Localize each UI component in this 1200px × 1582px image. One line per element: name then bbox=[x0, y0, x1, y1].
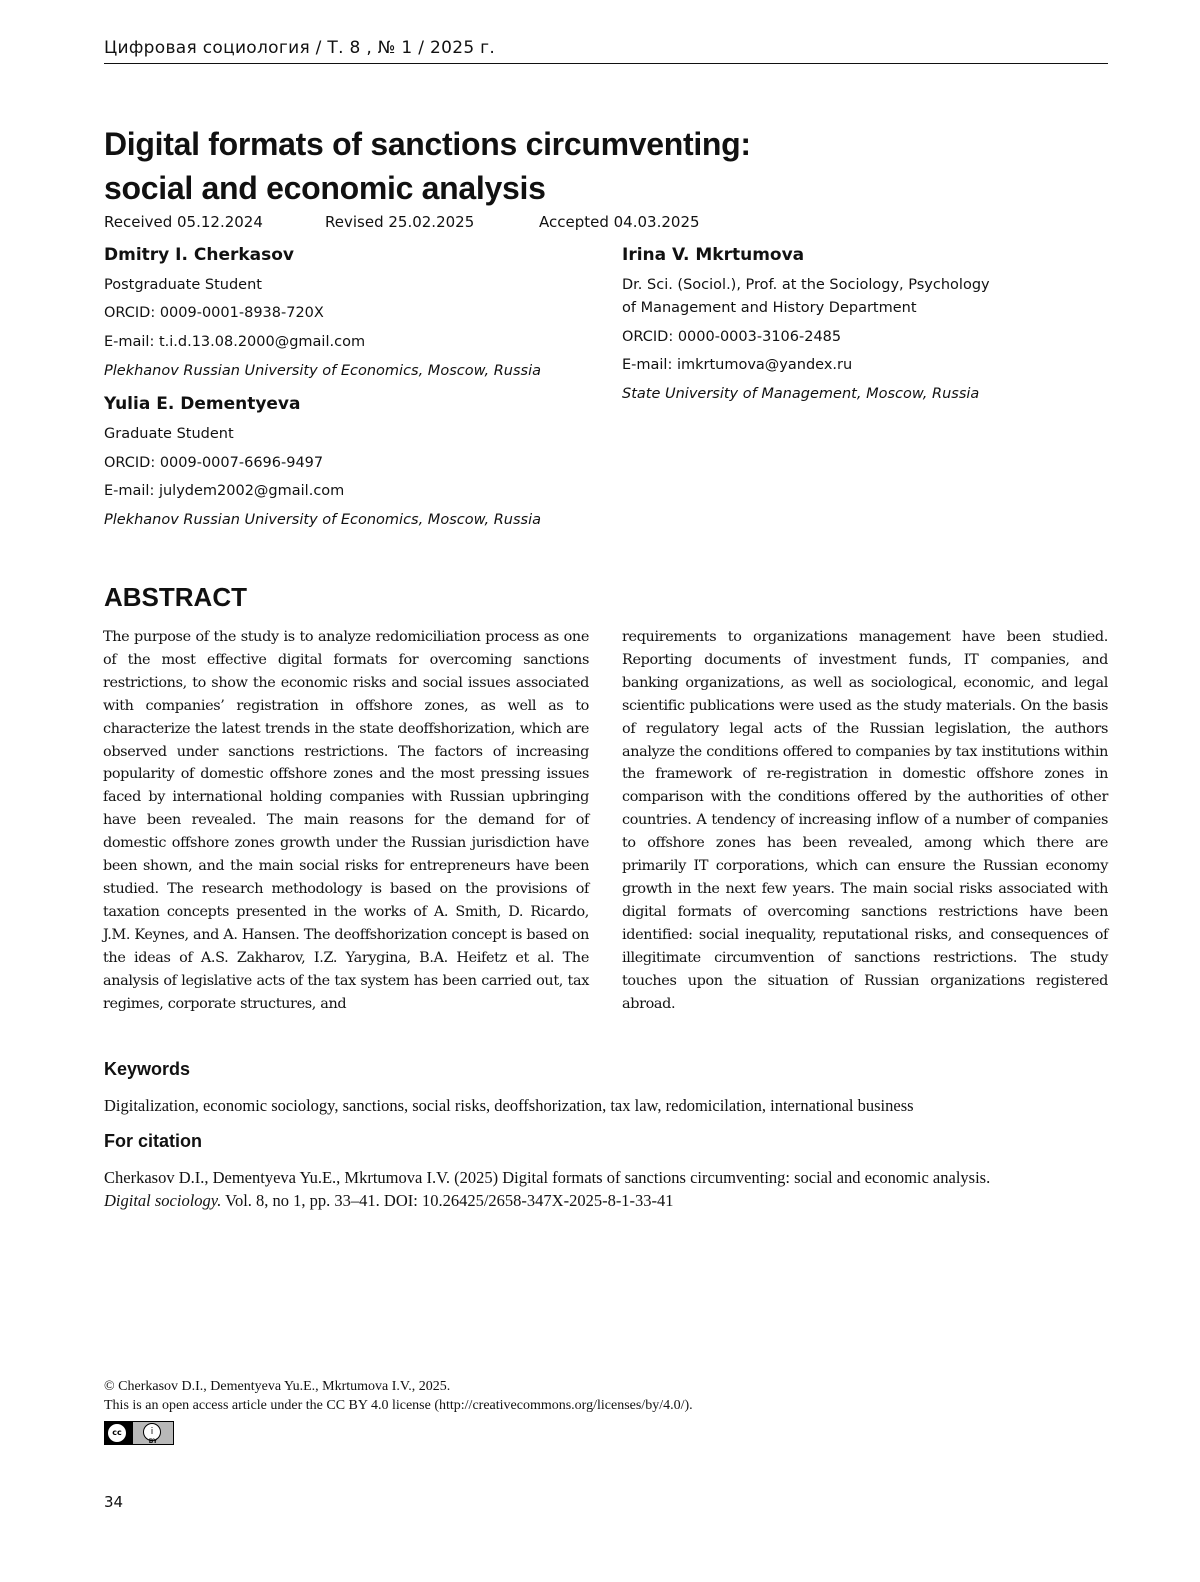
accepted-date: Accepted 04.03.2025 bbox=[539, 213, 700, 231]
author-position: of Management and History Department bbox=[622, 300, 917, 316]
license-line[interactable]: This is an open access article under the CC BY 4.0 license (http://creativecommons.org/licenses/by/4.0/). bbox=[104, 1398, 693, 1413]
revised-date: Revised 25.02.2025 bbox=[325, 213, 475, 231]
author-affiliation: State University of Management, Moscow, Russia bbox=[622, 386, 980, 402]
abstract-heading: ABSTRACT bbox=[104, 582, 247, 612]
attribution-icon: i bbox=[143, 1423, 161, 1441]
by-label: BY bbox=[148, 1438, 158, 1445]
title-line-2: social and economic analysis bbox=[104, 170, 546, 206]
author-name: Dmitry I. Cherkasov bbox=[104, 245, 295, 265]
author-orcid[interactable]: ORCID: 0000-0003-3106-2485 bbox=[622, 329, 842, 345]
citation-details: Vol. 8, no 1, pp. 33–41. DOI: 10.26425/2658-347X-2025-8-1-33-41 bbox=[221, 1191, 674, 1210]
cc-by-badge[interactable] bbox=[104, 1421, 174, 1445]
citation-heading: For citation bbox=[104, 1131, 202, 1151]
keywords-text: Digitalization, economic sociology, sanctions, social risks, deoffshorization, tax law, redomicilation, international business bbox=[104, 1096, 914, 1115]
abstract-column-2: requirements to organizations management have been studied. Reporting documents of investment funds, IT companies, and banking organizations, as well as sociological, economic, and legal scientific publications were used as the study materials. On the basis of regulatory legal acts of the Russian legislation, the authors analyze the conditions offered to companies by tax institutions within the framework of re-registration in domestic offshore zones in comparison with the conditions offered by the authorities of other countries. A tendency of increasing inflow of a number of companies to offshore zones has been revealed, among which there are primarily IT corporations, which can ensure the Russian economy growth in the next few years. The main social risks associated with digital formats of overcoming sanctions restrictions have been identified: social inequality, reputational risks, and consequences of illegitimate circumvention of sanctions restrictions. The study touches upon the situation of Russian organizations registered abroad. bbox=[622, 629, 1108, 1012]
page-number: 34 bbox=[104, 1493, 124, 1511]
author-email[interactable]: E-mail: julydem2002@gmail.com bbox=[104, 483, 345, 499]
article-title bbox=[104, 122, 1104, 210]
cc-icon: cc bbox=[107, 1423, 127, 1443]
citation-journal: Digital sociology. bbox=[104, 1191, 222, 1210]
keywords-heading: Keywords bbox=[104, 1059, 191, 1079]
author-email[interactable]: E-mail: t.i.d.13.08.2000@gmail.com bbox=[104, 334, 366, 350]
author-position: Postgraduate Student bbox=[104, 277, 262, 293]
author-name: Irina V. Mkrtumova bbox=[622, 245, 805, 265]
author-position: Graduate Student bbox=[104, 426, 234, 442]
author-name: Yulia E. Dementyeva bbox=[104, 394, 301, 414]
citation-line-1: Cherkasov D.I., Dementyeva Yu.E., Mkrtumova I.V. (2025) Digital formats of sanctions circumventing: social and economic analysis. bbox=[104, 1168, 991, 1187]
title-line-1: Digital formats of sanctions circumventing: bbox=[104, 126, 751, 162]
citation-line-2 bbox=[104, 1189, 1114, 1212]
author-position: Dr. Sci. (Sociol.), Prof. at the Sociology, Psychology bbox=[622, 277, 990, 293]
author-email[interactable]: E-mail: imkrtumova@yandex.ru bbox=[622, 357, 853, 373]
running-head: Цифровая социология / Т. 8 , № 1 / 2025 г. bbox=[104, 38, 1108, 64]
copyright-line: © Cherkasov D.I., Dementyeva Yu.E., Mkrtumova I.V., 2025. bbox=[104, 1379, 451, 1394]
author-orcid[interactable]: ORCID: 0009-0001-8938-720X bbox=[104, 305, 324, 321]
author-orcid[interactable]: ORCID: 0009-0007-6696-9497 bbox=[104, 455, 324, 471]
author-affiliation: Plekhanov Russian University of Economics, Moscow, Russia bbox=[104, 512, 542, 528]
author-affiliation: Plekhanov Russian University of Economics, Moscow, Russia bbox=[104, 363, 542, 379]
received-date: Received 05.12.2024 bbox=[104, 213, 263, 231]
abstract-column-1: The purpose of the study is to analyze redomiciliation process as one of the most effective digital formats for overcoming sanctions restrictions, to show the economic risks and social issues associated with companies’ registration in offshore zones, as well as to characterize the latest trends in the state deoffshorization, which are observed under sanctions restrictions. The factors of increasing popularity of domestic offshore zones and the most pressing issues faced by international holding companies with Russian upbringing have been revealed. The main reasons for the demand for of domestic offshore zones growth under the Russian jurisdiction have been shown, and the main social risks for entrepreneurs have been studied. The research methodology is based on the provisions of taxation concepts presented in the works of A. Smith, D. Ricardo, J.M. Keynes, and A. Hansen. The deoffshorization concept is based on the ideas of A.S. Zakharov, I.Z. Yarygina, B.A. Heifetz et al. The analysis of legislative acts of the tax system has been carried out, tax regimes, corporate structures, and bbox=[103, 629, 589, 1012]
